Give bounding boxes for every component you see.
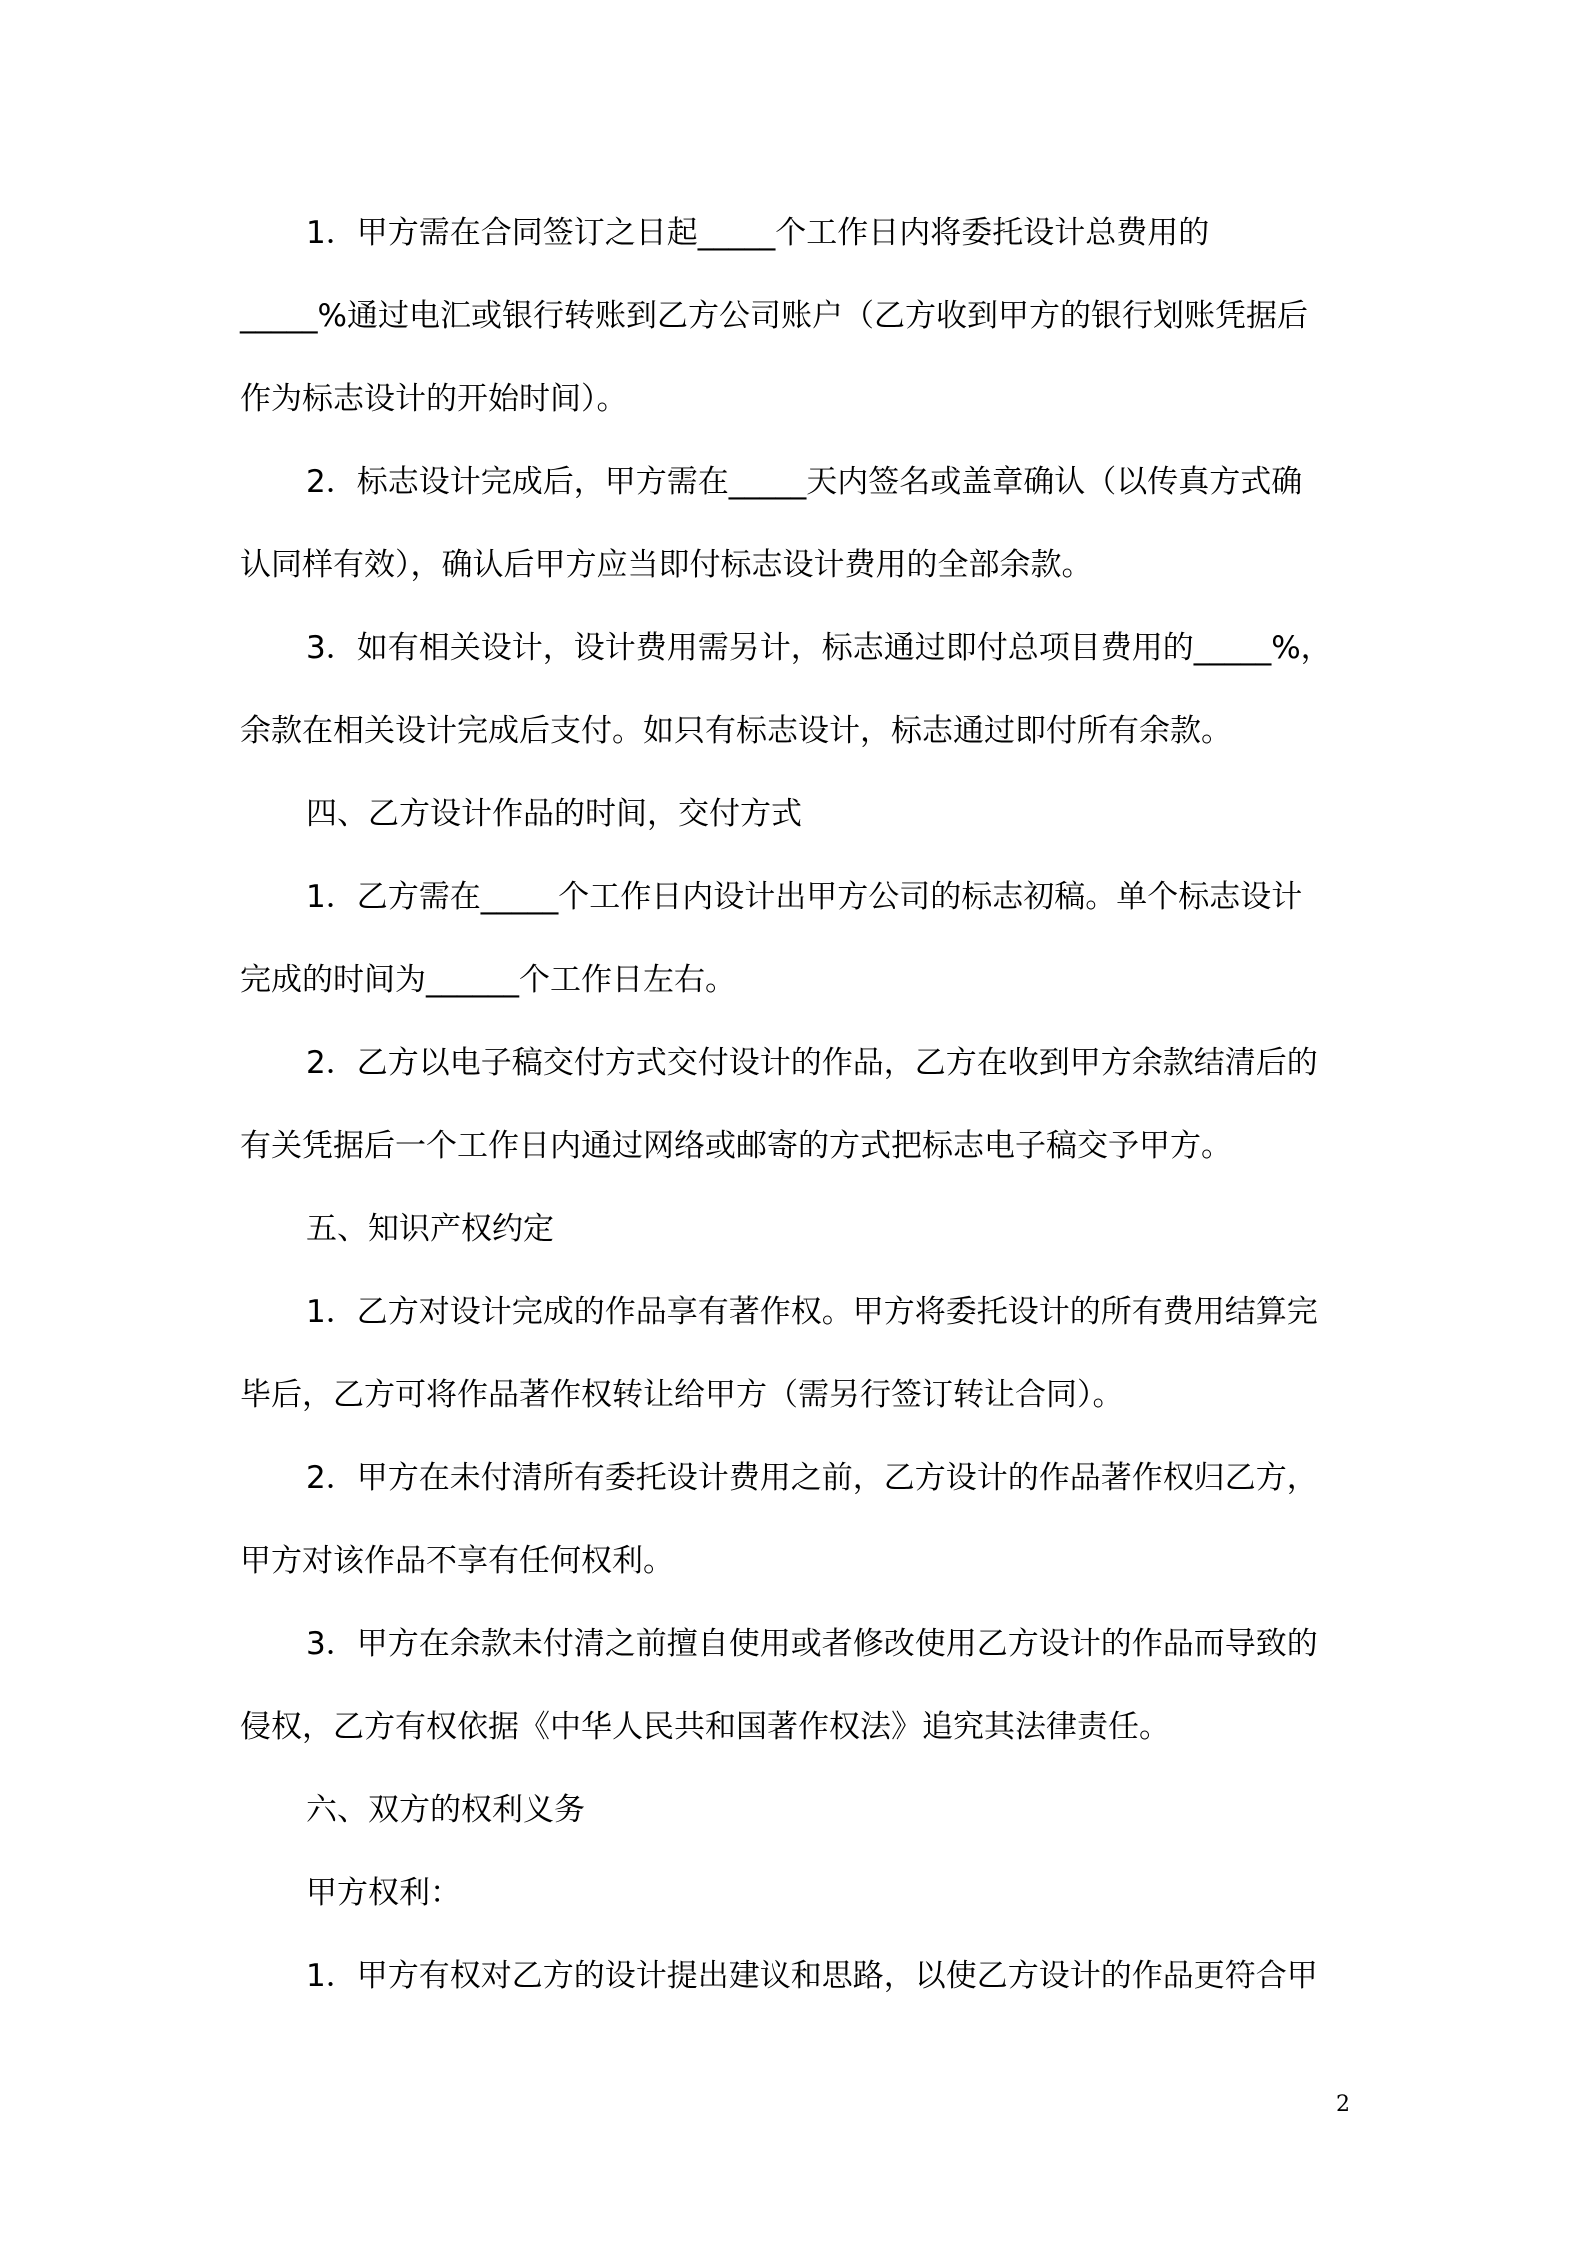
text-line: 完成的时间为______个工作日左右。	[240, 962, 736, 998]
text-line: 作为标志设计的开始时间）。	[240, 381, 628, 417]
paragraph-delivery-2	[240, 1022, 1350, 1188]
text-line: 1．乙方对设计完成的作品享有著作权。甲方将委托设计的所有费用结算完	[306, 1294, 1318, 1330]
text-line: 余款在相关设计完成后支付。如只有标志设计，标志通过即付所有余款。	[240, 713, 1232, 749]
page-number: 2	[1336, 2092, 1350, 2117]
text-line: 侵权，乙方有权依据《中华人民共和国著作权法》追究其法律责任。	[240, 1709, 1170, 1745]
text-line: 四、乙方设计作品的时间，交付方式	[306, 796, 802, 832]
text-line: 甲方权利：	[306, 1875, 461, 1911]
text-line: _____%通过电汇或银行转账到乙方公司账户（乙方收到甲方的银行划账凭据后	[240, 298, 1308, 334]
paragraph-party-a-right-1	[240, 1935, 1350, 2018]
section-heading-6	[240, 1769, 1350, 1852]
paragraph-ip-3	[240, 1603, 1350, 1769]
section-heading-4	[240, 773, 1350, 856]
text-line: 1．乙方需在_____个工作日内设计出甲方公司的标志初稿。单个标志设计	[306, 879, 1303, 915]
text-line: 有关凭据后一个工作日内通过网络或邮寄的方式把标志电子稿交予甲方。	[240, 1128, 1232, 1164]
text-line: 3．甲方在余款未付清之前擅自使用或者修改使用乙方设计的作品而导致的	[306, 1626, 1318, 1662]
paragraph-delivery-1	[240, 856, 1350, 1022]
subheading-party-a-rights	[240, 1852, 1350, 1935]
paragraph-ip-2	[240, 1437, 1350, 1603]
paragraph-ip-1	[240, 1271, 1350, 1437]
text-line: 3．如有相关设计，设计费用需另计，标志通过即付总项目费用的_____%，	[306, 630, 1332, 666]
text-line: 2．乙方以电子稿交付方式交付设计的作品，乙方在收到甲方余款结清后的	[306, 1045, 1318, 1081]
text-line: 1．甲方需在合同签订之日起_____个工作日内将委托设计总费用的	[306, 215, 1210, 251]
text-line: 六、双方的权利义务	[306, 1792, 585, 1828]
text-line: 甲方对该作品不享有任何权利。	[240, 1543, 674, 1579]
text-line: 1．甲方有权对乙方的设计提出建议和思路，以使乙方设计的作品更符合甲	[306, 1958, 1318, 1994]
section-heading-5	[240, 1188, 1350, 1271]
paragraph-payment-1	[240, 192, 1350, 441]
paragraph-payment-3	[240, 607, 1350, 773]
paragraph-payment-2	[240, 441, 1350, 607]
text-line: 五、知识产权约定	[306, 1211, 554, 1247]
text-line: 认同样有效），确认后甲方应当即付标志设计费用的全部余款。	[240, 547, 1093, 583]
text-line: 2．标志设计完成后，甲方需在_____天内签名或盖章确认（以传真方式确	[306, 464, 1303, 500]
text-line: 毕后，乙方可将作品著作权转让给甲方（需另行签订转让合同）。	[240, 1377, 1124, 1413]
text-line: 2．甲方在未付清所有委托设计费用之前，乙方设计的作品著作权归乙方，	[306, 1460, 1318, 1496]
